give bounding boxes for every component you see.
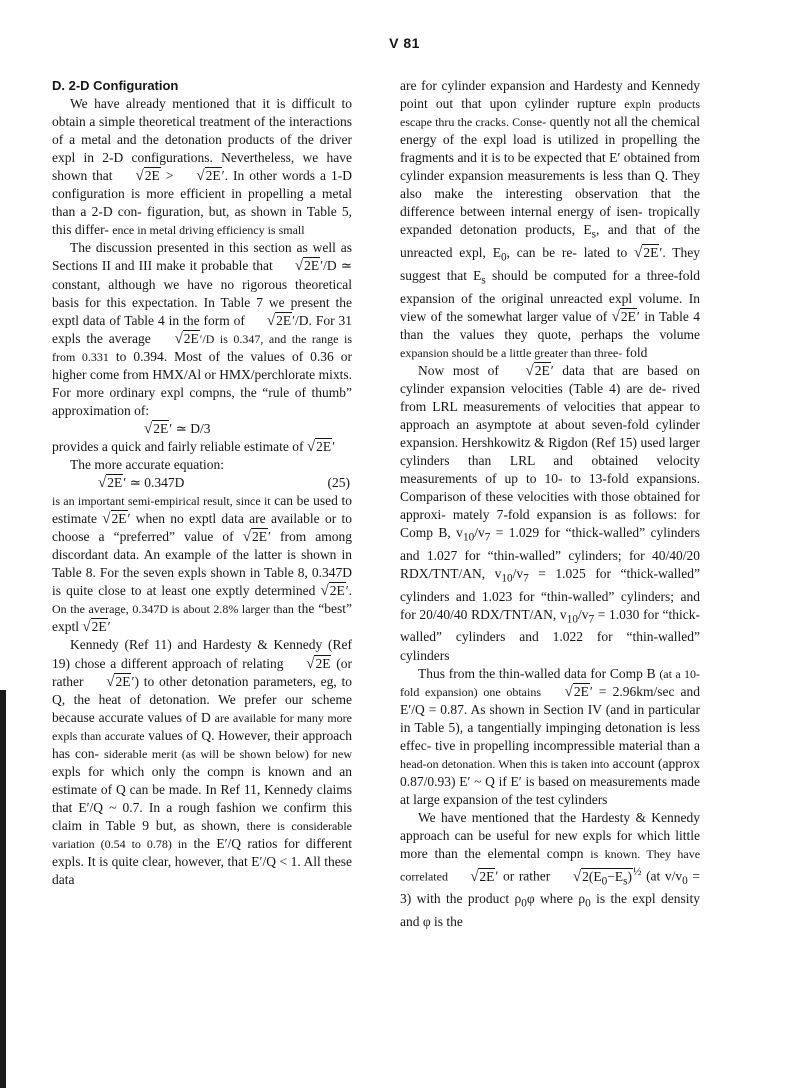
text-line: expansion should be a little greater than three-	[400, 345, 623, 360]
sqrt-expression	[547, 683, 590, 701]
text-fragment: (at v/v	[641, 868, 683, 884]
text-fragment: and that of the unreacted expl, E	[400, 222, 701, 261]
text-fragment: should be	[485, 267, 547, 283]
sqrt-radicand: 2E	[643, 245, 659, 261]
text-fragment: ′ in Table 4 than	[400, 308, 701, 342]
sqrt-expression	[82, 618, 107, 636]
right-column	[400, 77, 700, 931]
sqrt-sign: √	[572, 868, 582, 885]
sqrt-expression	[243, 528, 268, 546]
equation-rule-of-thumb	[52, 420, 352, 438]
text-line: well as Sections II and III make it probable that	[52, 240, 352, 274]
text-fragment: 2(E	[582, 868, 602, 884]
text-fragment: ′/D ≃ constant, although we have no	[52, 258, 353, 292]
sqrt-expression	[612, 308, 637, 326]
subscript: 0	[521, 898, 527, 911]
sqrt-radicand: 2E	[91, 619, 107, 635]
text-line: up to 10- to 13-fold expansions. Comparison of	[400, 471, 701, 505]
text-fragment: Comp B, v	[400, 525, 463, 541]
sqrt-expression	[320, 582, 345, 600]
text-line: expls for which only the compn is known and an	[52, 763, 352, 779]
text-line: quently not all the chemical energy of the expl	[400, 114, 701, 148]
text-fragment: = 1.030 for “thick-	[594, 606, 701, 622]
text-fragment: /v	[512, 565, 524, 581]
text-fragment: /v	[474, 525, 485, 541]
sqrt-expression	[277, 257, 320, 275]
text-line: We have mentioned that the Hardesty &	[418, 809, 646, 825]
text-fragment: tropically expanded detonation products, E	[400, 204, 700, 238]
sqrt-sign: √	[196, 168, 205, 185]
text-line: for “thick-walled” cylinders and 1.023 for	[400, 565, 701, 604]
text-line: values of Q. However, their approach has con-	[52, 727, 353, 761]
text-line: original unreacted expl volume. In view of the	[400, 290, 700, 324]
text-line: parameters, eg, to Q, the heat of detonation. We	[52, 673, 352, 707]
text-line: In Table 7 we present the exptl data of Table 4	[52, 294, 352, 328]
text-line: also make the interesting observation that the	[400, 186, 700, 202]
sqrt-sign: √	[525, 362, 534, 379]
sqrt-expression	[507, 362, 550, 380]
text-fragment: ′.	[221, 168, 228, 184]
sqrt-sign: √	[564, 683, 573, 700]
text-line: tangentially impinging detonation is less effec-	[400, 719, 700, 753]
subscript: 7	[484, 531, 491, 544]
sqrt-radicand: 2E	[315, 655, 331, 671]
subscript: 10	[462, 531, 475, 544]
text-line: 2.96km/sec and E′/Q = 0.87. As shown in	[400, 683, 700, 717]
sqrt-radicand: 2E	[573, 683, 589, 699]
text-fragment: (or rather	[52, 655, 352, 689]
text-line: figuration, but, as shown in Table 5, this differ-	[52, 204, 352, 238]
text-line: siderable merit (as will be shown below) for new	[103, 746, 353, 761]
left-column	[52, 77, 352, 889]
paragraph-kennedy	[52, 636, 352, 889]
subscript: 7	[588, 613, 595, 626]
text-line: In other words a 1-D configuration is more	[52, 168, 352, 202]
text-fragment: ′) to other detonation	[131, 673, 249, 689]
text-fragment: ′ from among discordant data. An	[52, 529, 353, 563]
sqrt-radicand: 2E	[115, 673, 131, 689]
text-line: load is utilized in propelling the fragments and it	[400, 132, 701, 166]
text-line: claims that E′/Q ~ 0.7. In a rough fashion we	[52, 781, 352, 815]
text-line: clear, however, that E′/Q < 1. All these data	[52, 854, 353, 888]
text-fragment: −E	[607, 868, 624, 884]
text-line: Kennedy approach can be useful for new expls	[400, 809, 701, 843]
text-line: LRL and obtained velocity measurements of	[400, 453, 700, 487]
sqrt-radicand: 2E	[183, 330, 199, 346]
text-fragment: (at a 10-fold expansion) one obtains	[400, 666, 701, 699]
text-fragment: = 3) with the product	[400, 868, 700, 907]
text-line: cylinders	[400, 647, 450, 663]
text-fragment: = 1.029 for “thick-walled”	[490, 525, 646, 541]
page-number: V 81	[389, 35, 420, 51]
sqrt-sign: √	[306, 438, 316, 455]
sqrt-expression	[307, 438, 332, 456]
text-fragment: >	[160, 168, 179, 184]
text-line: example of the latter is shown in Table 8. For	[52, 547, 352, 581]
text-line: expln products escape thru the cracks. Conse-	[400, 97, 700, 130]
text-fragment: ′.	[345, 583, 353, 599]
sqrt-expression	[178, 167, 221, 185]
sqrt-sign: √	[634, 245, 643, 262]
sqrt-sign: √	[306, 655, 315, 672]
sqrt-expression	[452, 868, 495, 886]
text-fragment: ′/D is 0.347, and the range is from 0.331	[52, 331, 353, 364]
text-line: cylinder expansion velocities (Table 4) are de-	[400, 380, 667, 396]
text-line: products of the driver expl in 2-D configurations.	[52, 132, 353, 166]
text-fragment: ′	[107, 619, 111, 635]
text-line: data are available or to choose a “preferred”	[52, 511, 352, 545]
text-line: the E′/Q ratios for different expls. It is quite	[52, 835, 353, 870]
text-line: seven-fold cylinder expansion. Hershkowitz &	[400, 416, 700, 450]
sqrt-sign: √	[135, 168, 144, 185]
text-line: Kennedy point out that upon cylinder rupture	[400, 78, 700, 112]
subscript: 10	[566, 613, 578, 626]
text-line: based on measurements made at large expansion	[400, 773, 701, 807]
text-line: Thus from the thin-walled data for Comp B	[418, 665, 656, 681]
text-line: efficient in propelling a metal than a 2-D con-	[52, 186, 352, 220]
text-line: Section IV (and in particular in Table 5), a	[400, 701, 701, 735]
text-line: fold	[625, 344, 648, 360]
sqrt-expression	[102, 510, 127, 528]
paragraph-comp-b	[400, 665, 700, 809]
sqrt-sign: √	[102, 511, 111, 528]
text-line: mately 7-fold expansion is as follows: for	[452, 507, 700, 523]
sqrt-expression	[157, 330, 200, 348]
sqrt-radicand: 2E	[329, 583, 345, 599]
subscript: 10	[501, 572, 513, 585]
paragraph-discussion	[52, 239, 352, 419]
sqrt-radicand: 2E	[316, 438, 332, 454]
text-line: the seven expls shown in Table 8, 0.347D is quite	[52, 565, 353, 599]
text-line: rived from LRL measurements of velocities	[400, 380, 700, 414]
sqrt-sign: √	[266, 312, 276, 329]
text-line: for which little more than the elemental compn	[400, 828, 700, 862]
sqrt-sign: √	[294, 258, 304, 275]
text-line: confirm this claim in Table 9 but, as shown,	[52, 799, 352, 833]
sqrt-radicand: 2E	[107, 475, 123, 491]
text-line: ence in metal driving efficiency is small	[112, 223, 305, 238]
text-fragment: ′. They suggest that E	[400, 245, 701, 283]
text-line: difference between internal energy of isen-	[400, 204, 643, 220]
text-line: Rigdon (Ref 15) used larger cylinders than	[400, 434, 701, 468]
text-line: We have already mentioned that it is difficult	[70, 96, 336, 112]
sqrt-radicand: 2E	[205, 168, 221, 184]
text-line: is an important semi-empirical result, since it	[52, 494, 271, 509]
text-fragment: /v	[577, 606, 589, 622]
sqrt-expression	[288, 655, 331, 673]
text-fragment: ρ	[514, 891, 522, 907]
sqrt-sign: √	[106, 673, 115, 690]
text-fragment: , can be re-	[506, 245, 577, 261]
subscript: s	[481, 274, 486, 287]
text-fragment: the “best” exptl	[52, 601, 353, 635]
sqrt-sign: √	[611, 308, 620, 325]
paragraph-accurate-equation: The more accurate equation:	[70, 456, 225, 472]
text-fragment: somewhat larger value of	[467, 308, 612, 324]
text-fragment: can be used to estimate	[52, 493, 352, 527]
sqrt-sign: √	[144, 420, 153, 437]
text-line: are available for many more expls than accurate	[52, 710, 353, 743]
text-fragment: close to at least one exptly determined	[98, 583, 321, 599]
sqrt-expression	[118, 167, 161, 185]
text-line: to 0.394. Most of the values of 0.36 or higher	[52, 348, 352, 382]
sqrt-expression	[249, 312, 292, 330]
text-line: On the average, 0.347D is about 2.8% larger than	[52, 602, 294, 617]
text-line: (Ref 19) chose a different approach of relating	[52, 637, 352, 671]
text-fragment: is the expl density and φ is the	[400, 891, 700, 930]
text-fragment: is known. They have correlated	[400, 847, 701, 884]
sqrt-radicand: 2E	[144, 168, 160, 184]
text-line: is to be expected that E′ obtained from cylinder	[400, 150, 700, 184]
text-fragment: ′/D. For 31 expls the average	[52, 312, 353, 346]
text-line: thumb” approximation of:	[52, 384, 353, 418]
text-fragment: ′	[332, 438, 336, 454]
text-fragment: )	[627, 868, 633, 884]
sqrt-sign: √	[242, 529, 251, 546]
paragraph-estimate	[52, 438, 352, 456]
text-fragment: φ where ρ	[526, 891, 586, 907]
text-line: cylinders and 1.027 for “thin-walled” cylinders;	[400, 525, 701, 563]
text-fragment: ′ =	[589, 683, 607, 699]
text-line: that appear to approach an asymptote at about	[400, 398, 700, 432]
sqrt-radicand	[581, 868, 633, 888]
equation-rhs: ′ ≃ 0.347D	[123, 475, 185, 491]
text-line: rigorous theoretical basis for this expectation.	[52, 276, 352, 310]
text-line: the values they quote, perhaps the volume	[433, 326, 701, 342]
subscript: 0	[601, 875, 608, 888]
text-fragment: of	[292, 438, 307, 454]
superscript: ½	[633, 866, 642, 879]
text-fragment: ′ or rather	[495, 868, 551, 884]
text-fragment: in the form of	[168, 312, 249, 328]
text-fragment: = 1.025	[528, 565, 586, 581]
sqrt-sign: √	[82, 619, 91, 636]
text-line: account (approx 0.87/0.93) E′ ~ Q if E′ is	[400, 755, 701, 789]
subscript: 0	[585, 898, 591, 911]
text-line: interactions of a metal and the detonation	[52, 114, 352, 148]
text-line: are for cylinder expansion and Hardesty and	[400, 78, 647, 93]
text-line: these velocities with those obtained for approxi-	[400, 489, 700, 523]
text-line: come from HMX/Al or HMX/perchlorate mixts.	[89, 366, 352, 382]
text-line: “thin-walled” cylinders; and for 20/40/40	[400, 588, 701, 622]
scan-margin-bar	[0, 690, 6, 1088]
sqrt-radicand: 2E	[276, 312, 292, 328]
text-fragment: Nevertheless, we have shown that	[52, 150, 352, 184]
text-line: provides a quick and fairly reliable estimate	[52, 438, 289, 454]
sqrt-radicand: 2E	[111, 511, 127, 527]
text-fragment: for 40/40/20 RDX/TNT/AN, v	[400, 547, 701, 581]
subscript: 0	[500, 251, 507, 264]
equation-number: (25)	[327, 475, 350, 491]
sqrt-sign: √	[470, 868, 479, 885]
subscript: 0	[682, 875, 688, 888]
text-line: tive in propelling incompressible material than a	[435, 737, 700, 753]
subscript: s	[623, 875, 628, 888]
text-line: walled” cylinders and 1.022 for “thin-walled”	[400, 629, 700, 645]
equation-25	[52, 474, 352, 492]
sqrt-expression	[555, 868, 633, 891]
section-heading: D. 2-D Configuration	[52, 78, 179, 93]
sqrt-expression	[634, 244, 659, 262]
sqrt-expression	[144, 420, 169, 438]
equation-rhs: ′ ≃ D/3	[169, 420, 211, 436]
text-line: estimate of Q can be made. In Ref 11, Kennedy	[52, 781, 313, 797]
sqrt-radicand: 2E	[479, 868, 495, 884]
text-line: Kennedy (Ref 11) and Hardesty & Kennedy	[70, 637, 323, 653]
text-line: For more ordinary expl compns, the “rule of	[52, 384, 307, 400]
sqrt-radicand: 2E	[534, 362, 550, 378]
text-line: there is considerable variation (0.54 to 0.78) in	[52, 818, 353, 851]
text-fragment: lated to	[583, 245, 635, 261]
sqrt-expression	[88, 673, 131, 691]
text-fragment: ,	[596, 222, 600, 238]
text-fragment: value of	[184, 529, 243, 545]
sqrt-radicand: 2E	[304, 258, 320, 274]
text-line: of the test cylinders	[501, 791, 608, 807]
sqrt-radicand: 2E	[620, 308, 636, 324]
paragraph-2d-config	[52, 95, 352, 239]
paragraph-hardesty-approach	[400, 809, 700, 931]
sqrt-sign: √	[320, 583, 329, 600]
paragraph-semi-empirical	[52, 492, 352, 636]
paragraph-cylinder-expansion	[400, 77, 700, 362]
text-line: expansion measurements is less than Q. They	[448, 168, 701, 184]
text-line: The discussion presented in this section as	[70, 240, 308, 256]
sqrt-sign: √	[98, 475, 107, 492]
subscript: s	[591, 229, 597, 242]
text-fragment: ′ data that are based on	[550, 362, 700, 378]
sqrt-radicand: 2E	[251, 529, 267, 545]
text-line: to obtain a simple theoretical treatment of the	[52, 96, 353, 130]
subscript: 7	[523, 572, 529, 585]
sqrt-sign: √	[174, 330, 183, 347]
sqrt-radicand: 2E	[153, 420, 169, 436]
text-fragment: ′ when no exptl	[127, 511, 217, 527]
text-line: computed for a three-fold expansion of the	[400, 267, 700, 306]
text-fragment: Now most of	[418, 362, 508, 378]
text-line: head-on detonation. When this is taken into	[400, 756, 610, 771]
paragraph-lrl-measurements	[400, 362, 700, 665]
text-fragment: RDX/TNT/AN, v	[471, 606, 567, 622]
text-line: prefer our scheme because accurate values of D	[52, 691, 353, 725]
sqrt-expression	[98, 474, 123, 492]
